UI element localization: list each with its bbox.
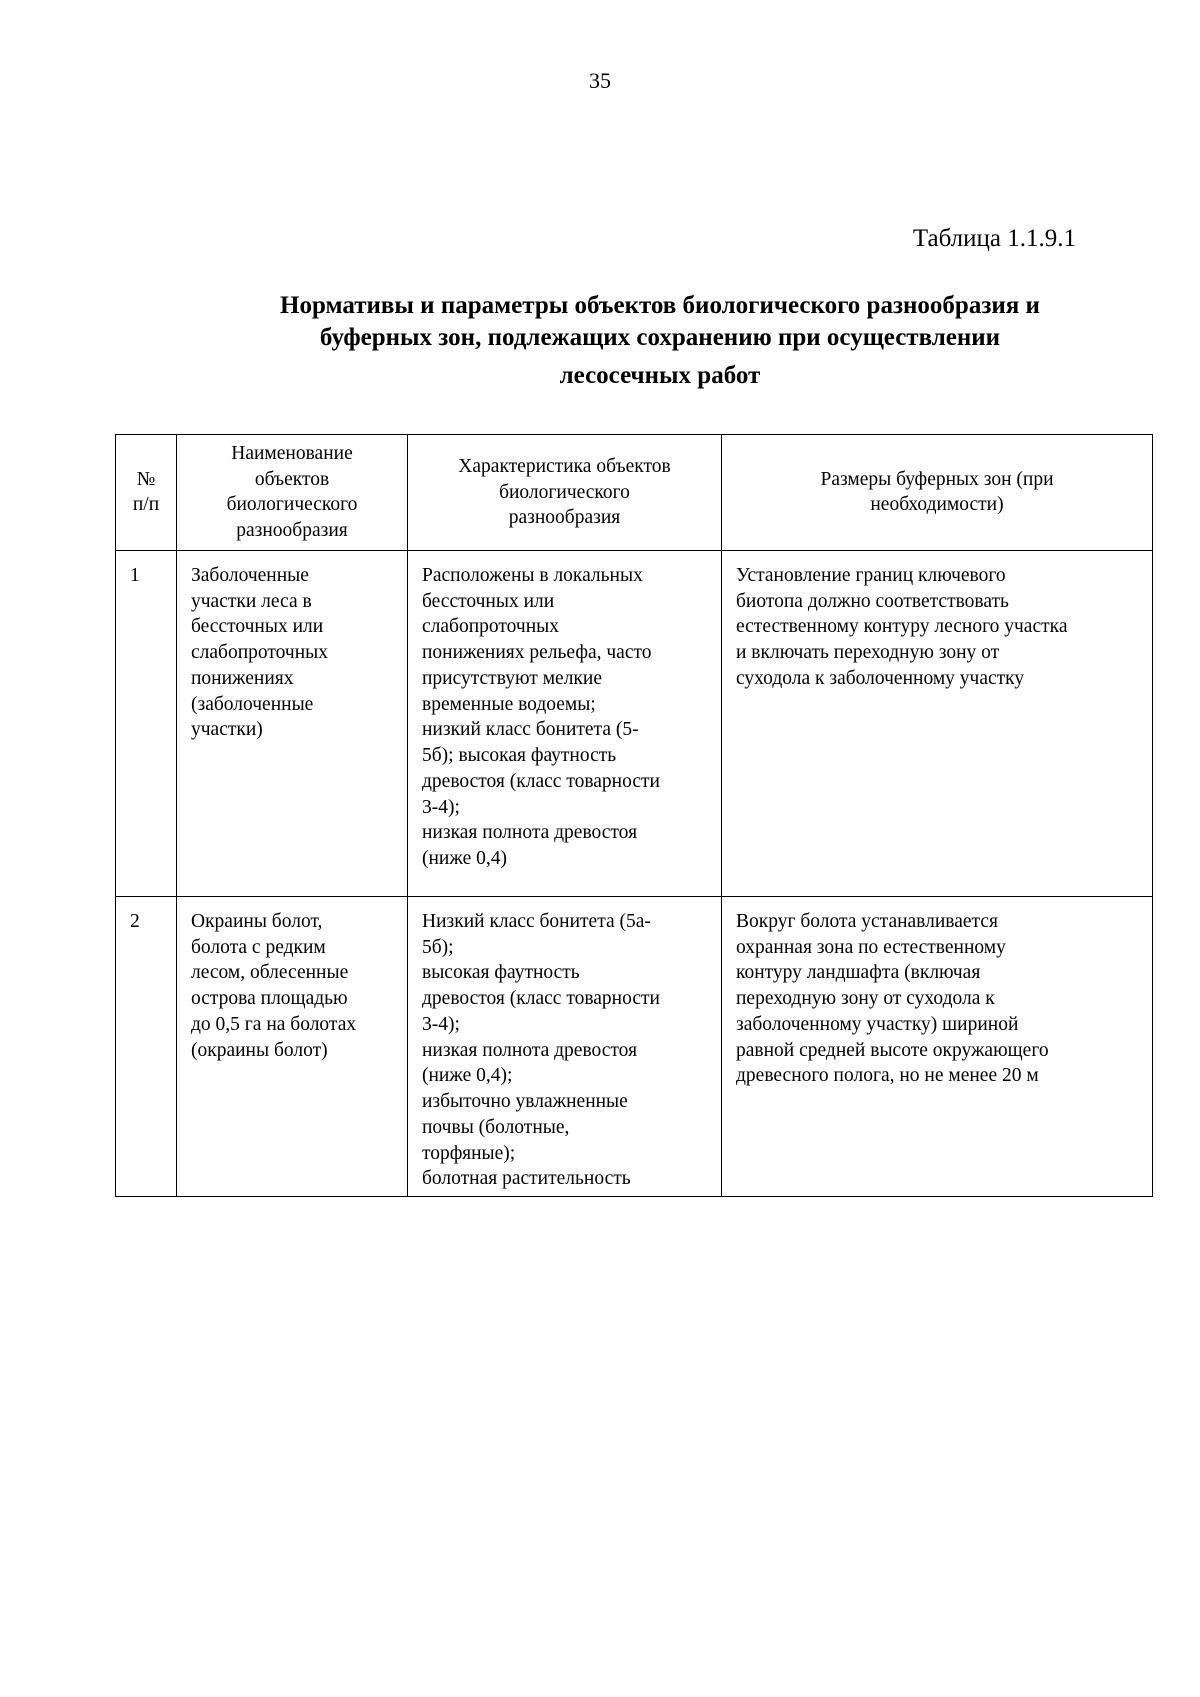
cell-line: лесом, облесенные — [191, 962, 349, 984]
cell-line: разнообразия — [508, 507, 621, 529]
row-characteristics-lines — [422, 563, 707, 872]
title-line-2: буферных зон, подлежащих сохранению при осуществлении — [319, 324, 1001, 351]
cell-line: (заболоченные — [191, 693, 314, 715]
cell-line: необходимости) — [870, 494, 1004, 516]
cell-line: болотная растительность — [422, 1168, 631, 1190]
cell-line: до 0,5 га на болотах — [191, 1013, 357, 1035]
cell-line: острова площадью — [191, 988, 348, 1010]
cell-line: Окраины болот, — [191, 910, 323, 932]
cell-line: п/п — [132, 494, 160, 516]
cell-line: 5б); высокая фаутность — [422, 745, 617, 767]
cell-line: естественному контуру лесного участка — [736, 616, 1068, 638]
cell-line: древесного полога, но не менее 20 м — [736, 1065, 1039, 1087]
cell-line: 3-4); — [422, 796, 460, 818]
table-header-row — [116, 435, 1153, 551]
row-buffer-lines — [736, 563, 1138, 692]
cell-line: присутствуют мелкие — [422, 667, 602, 689]
cell-line: суходола к заболоченному участку — [736, 667, 1025, 689]
cell-line: низкая полнота древостоя — [422, 822, 638, 844]
cell-line: 3-4); — [422, 1013, 460, 1035]
cell-line: низкий класс бонитета (5- — [422, 719, 639, 741]
row-characteristics — [408, 550, 722, 896]
table-row — [116, 896, 1153, 1196]
cell-line: переходную зону от суходола к — [736, 988, 995, 1010]
cell-line: равной средней высоте окружающего — [736, 1039, 1049, 1061]
cell-line: биологического — [499, 481, 630, 503]
title-line-1: Нормативы и параметры объектов биологического разнообразия и — [280, 292, 1040, 319]
cell-line: низкая полнота древостоя — [422, 1039, 638, 1061]
header-buffer — [722, 435, 1153, 551]
header-num-lines — [124, 467, 168, 518]
cell-line: бессточных или — [422, 590, 555, 612]
cell-line: № — [136, 468, 156, 490]
cell-line: участки) — [191, 719, 263, 741]
cell-line: Низкий класс бонитета (5а- — [422, 910, 651, 932]
cell-line: объектов — [254, 468, 330, 490]
cell-line: контуру ландшафта (включая — [736, 962, 981, 984]
cell-line: древостоя (класс товарности — [422, 770, 660, 792]
row-characteristics-lines — [422, 909, 707, 1192]
row-name — [177, 550, 408, 896]
cell-line: разнообразия — [236, 520, 348, 542]
header-num — [116, 435, 177, 551]
cell-line: 5б); — [422, 936, 454, 958]
cell-line: Расположены в локальных — [422, 564, 643, 586]
cell-line: Заболоченные — [191, 564, 309, 586]
biodiversity-table — [115, 434, 1153, 1197]
table-row — [116, 550, 1153, 896]
cell-line: бессточных или — [191, 616, 324, 638]
header-characteristics — [408, 435, 722, 551]
row-name-lines — [191, 909, 393, 1063]
row-buffer-lines — [736, 909, 1138, 1089]
cell-line: понижениях рельефа, часто — [422, 642, 652, 664]
cell-line: Установление границ ключевого — [736, 564, 1006, 586]
row-name-lines — [191, 563, 393, 743]
cell-line: и включать переходную зону от — [736, 642, 1000, 664]
table-title — [200, 290, 1120, 392]
header-name-lines — [185, 441, 399, 544]
cell-line: Наименование — [231, 443, 353, 464]
cell-line: биотопа должно соответствовать — [736, 590, 1009, 612]
cell-line: древостоя (класс товарности — [422, 988, 660, 1010]
cell-line: охранная зона по естественному — [736, 936, 1006, 958]
cell-line: участки леса в — [191, 590, 312, 612]
row-num: 1 — [116, 550, 177, 896]
row-buffer — [722, 550, 1153, 896]
cell-line: (окраины болот) — [191, 1039, 328, 1061]
cell-line: временные водоемы; — [422, 693, 596, 715]
cell-line: высокая фаутность — [422, 962, 580, 984]
cell-line: заболоченному участку) шириной — [736, 1013, 1019, 1035]
cell-line: (ниже 0,4); — [422, 1065, 513, 1087]
cell-line: болота с редким — [191, 936, 326, 958]
cell-line: Размеры буферных зон (при — [820, 468, 1054, 490]
table-label: Таблица 1.1.9.1 — [912, 225, 1076, 252]
row-characteristics — [408, 896, 722, 1196]
row-name — [177, 896, 408, 1196]
header-buffer-lines — [730, 467, 1144, 518]
header-characteristics-lines — [416, 454, 713, 531]
cell-line: торфяные); — [422, 1142, 516, 1164]
row-num: 2 — [116, 896, 177, 1196]
cell-line: почвы (болотные, — [422, 1116, 570, 1138]
cell-line: Вокруг болота устанавливается — [736, 910, 998, 932]
title-line-3: лесосечных работ — [559, 362, 761, 389]
cell-line: биологического — [226, 494, 358, 516]
cell-line: слабопроточных — [191, 642, 328, 664]
row-buffer — [722, 896, 1153, 1196]
page-number: 35 — [589, 68, 611, 93]
header-name — [177, 435, 408, 551]
cell-line: Характеристика объектов — [458, 455, 671, 477]
cell-line: понижениях — [191, 667, 294, 689]
cell-line: (ниже 0,4) — [422, 848, 507, 870]
cell-line: слабопроточных — [422, 616, 559, 638]
cell-line: избыточно увлажненные — [422, 1091, 628, 1113]
